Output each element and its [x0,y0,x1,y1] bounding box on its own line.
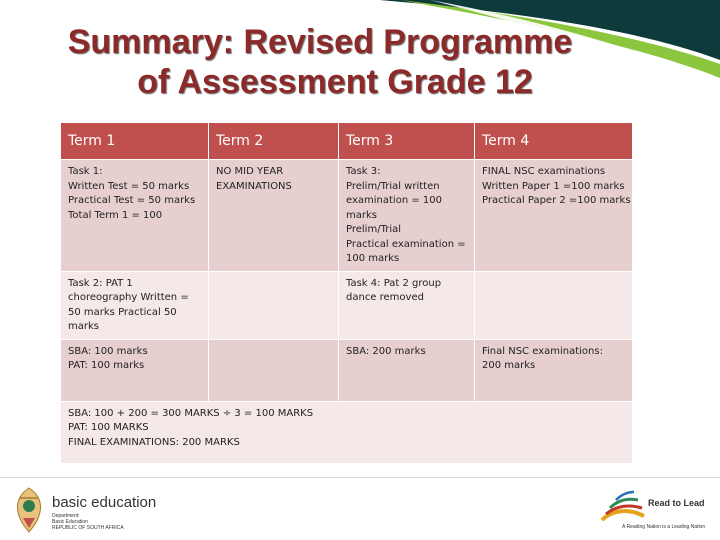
cell-line: Prelim/Trial written [346,180,440,192]
cell-term2-empty [209,271,339,339]
cell-term4-empty [475,271,633,339]
table-row [61,401,633,463]
cell-term3-task3 [339,160,475,272]
campaign-slogan: A Reading Nation is a Leading Nation [622,524,706,530]
cell-term3-sba [339,339,475,401]
cell-line: SBA: 100 marks [68,345,148,357]
cell-term3-task4 [339,271,475,339]
cell-line: SBA: 100 + 200 = 300 MARKS ÷ 3 = 100 MARKS [68,407,314,419]
cell-line: marks [346,209,377,221]
cell-line: 100 marks [346,253,400,264]
cell-line: EXAMINATIONS [216,180,292,192]
cell-line: Total Term 1 = 100 [68,209,163,221]
header-term-1: Term 1 [61,123,209,160]
cell-line: Task 1: [68,166,103,177]
header-term-3: Term 3 [339,123,475,160]
cell-line: FINAL EXAMINATIONS: 200 MARKS [68,436,240,448]
title-line-1: Summary: Revised Programme [67,23,573,61]
cell-line: PAT: 100 MARKS [68,422,149,433]
read-to-lead-logo [598,482,713,538]
table-header-row [61,123,633,160]
cell-term4-final [475,339,633,401]
cell-text [68,277,204,335]
dept-line: REPUBLIC OF SOUTH AFRICA [52,525,124,531]
cell-term1-task1 [61,160,209,272]
cell-line: SBA: 200 marks [346,345,426,357]
task-text: PAT 1 choreography Written = 50 marks Practical 50 marks [68,277,189,332]
cell-line: examination = 100 [346,195,442,206]
cell-line: PAT: 100 marks [68,360,145,371]
cell-summary [61,401,633,463]
table-row [61,271,633,339]
cell-line: 200 marks [482,360,536,371]
header-term-2: Term 2 [209,123,339,160]
coat-of-arms-icon [12,486,46,534]
dept-line: Department: [52,513,80,519]
table-row [61,339,633,401]
cell-line: Task 3: [346,166,381,177]
cell-line: Practical examination = [346,238,466,250]
cell-line: NO MID YEAR [216,166,284,177]
cell-term4-final-nsc [475,160,633,272]
footer-divider [0,477,720,478]
cell-term1-task2 [61,271,209,339]
table-row [61,160,633,272]
cell-line: Written Paper 1 =100 marks [482,180,625,192]
task-text: Pat 2 group dance removed [346,277,442,303]
campaign-title: Read to Lead [648,498,705,508]
cell-text [346,277,470,306]
cell-line: Practical Test = 50 marks [68,195,196,206]
cell-term2-empty [209,339,339,401]
task-label: Task 2: [68,277,103,289]
cell-term2-no-exam [209,160,339,272]
title-line-2: of Assessment Grade 12 [137,63,533,101]
cell-line: Final NSC examinations: [482,345,603,357]
basic-education-logo [12,486,252,536]
cell-line: Written Test = 50 marks [68,180,190,192]
dept-name: basic education [52,494,157,511]
task-label: Task 4: [346,277,381,289]
cell-line: FINAL NSC examinations [482,166,606,177]
assessment-table [60,122,633,464]
cell-line: Prelim/Trial [346,224,401,235]
cell-line: Practical Paper 2 =100 marks [482,195,631,206]
cell-term1-sba [61,339,209,401]
dept-line: Basic Education [52,519,88,525]
read-to-lead-book-icon [598,486,648,526]
page-title [0,22,640,102]
header-term-4: Term 4 [475,123,633,160]
